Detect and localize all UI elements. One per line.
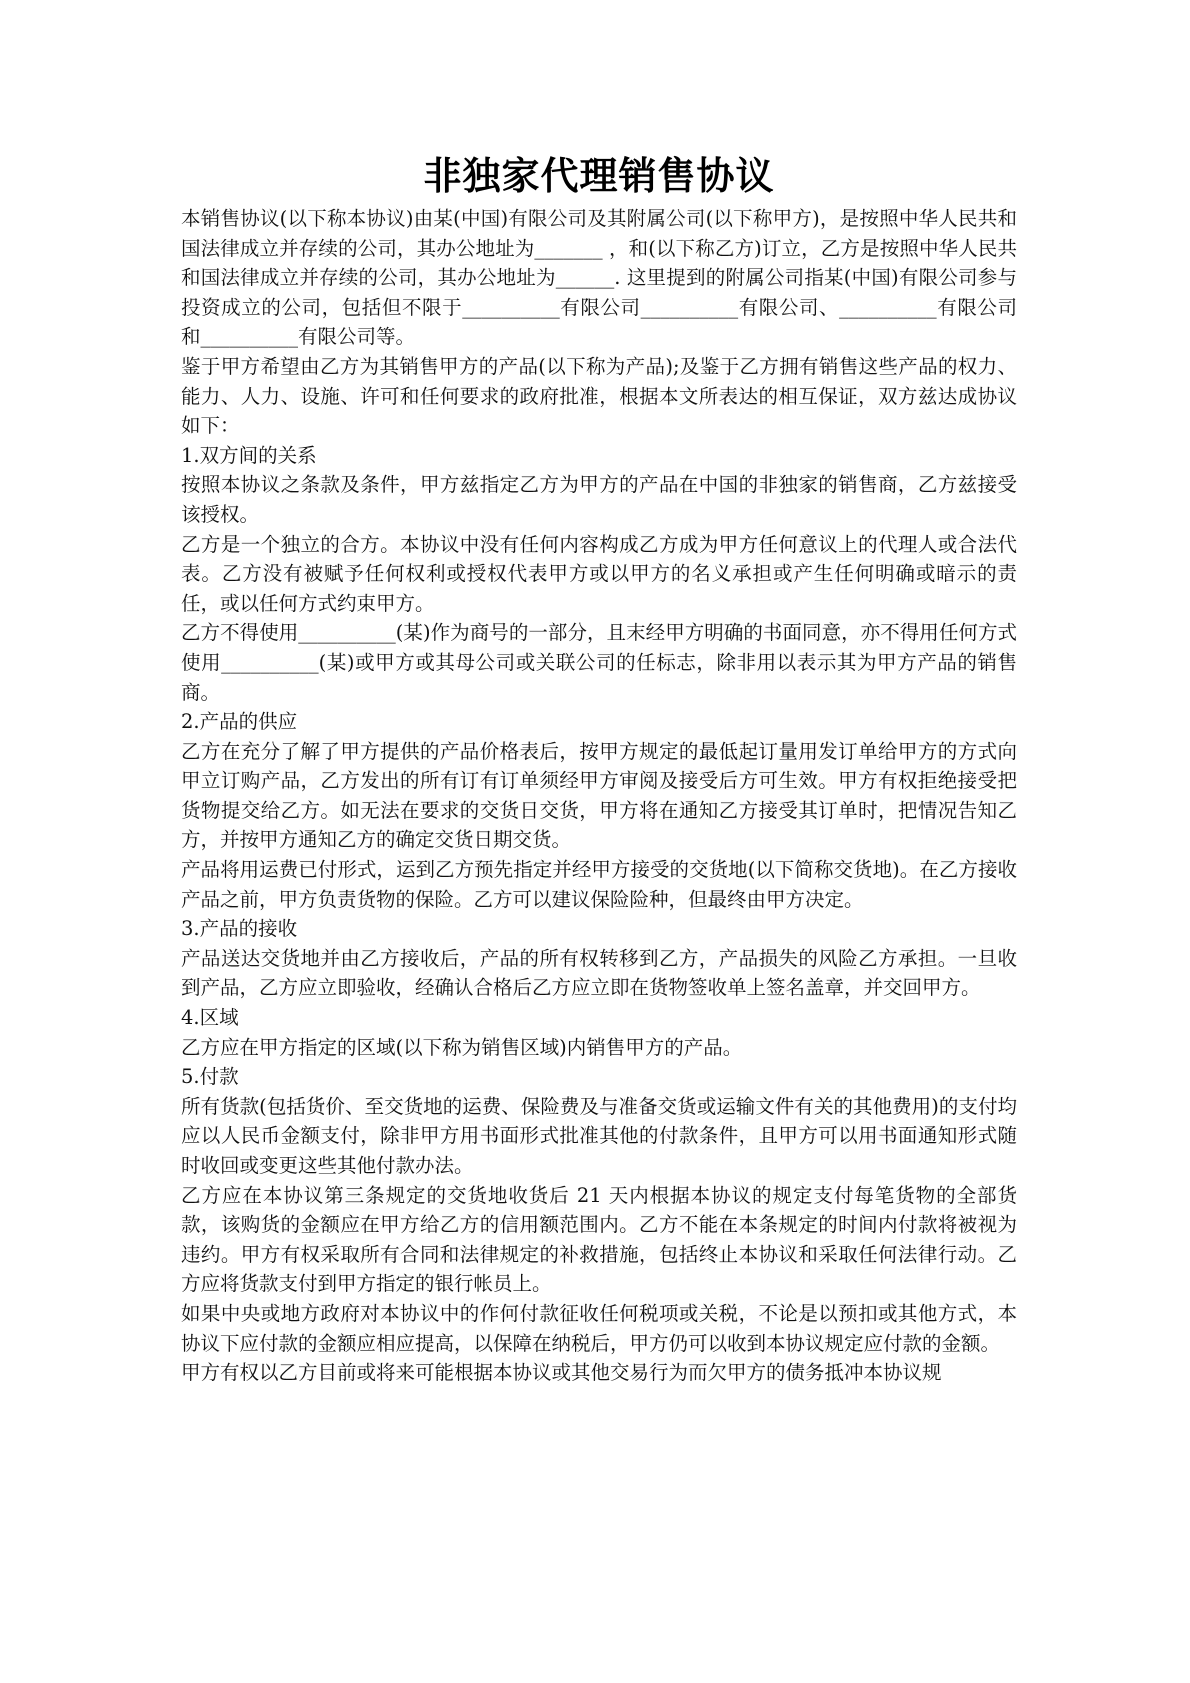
paragraph-preamble: 本销售协议(以下称本协议)由某(中国)有限公司及其附属公司(以下称甲方)，是按照中华人民共和国法律成立并存续的公司，其办公地址为_______ ，和(以下称乙方)订立，乙方是按照中华人民共和国法律成立并存续的公司，其办公地址为______. 这里提到的附属公司指某(中国)有限公司参与投资成立的公司，包括但不限于__________有限公司__________有限公司、__________有限公司和__________有限公司等。 bbox=[181, 207, 1017, 349]
paragraph: 产品将用运费已付形式，运到乙方预先指定并经甲方接受的交货地(以下简称交货地)。在乙方接收产品之前，甲方负责货物的保险。乙方可以建议保险险种，但最终由甲方决定。 bbox=[181, 858, 1017, 911]
section-heading-3: 3.产品的接收 bbox=[181, 917, 298, 941]
paragraph: 乙方在充分了解了甲方提供的产品价格表后，按甲方规定的最低起订量用发订单给甲方的方式向甲立订购产品，乙方发出的所有订有订单须经甲方审阅及接受后方可生效。甲方有权拒绝接受把货物提交给乙方。如无法在要求的交货日交货，甲方将在通知乙方接受其订单时，把情况告知乙方，并按甲方通知乙方的确定交货日期交货。 bbox=[181, 739, 1017, 852]
paragraph: 按照本协议之条款及条件，甲方兹指定乙方为甲方的产品在中国的非独家的销售商，乙方兹接受该授权。 bbox=[181, 473, 1017, 526]
document-page bbox=[181, 148, 1017, 1388]
paragraph-recitals: 鉴于甲方希望由乙方为其销售甲方的产品(以下称为产品);及鉴于乙方拥有销售这些产品的权力、能力、人力、设施、许可和任何要求的政府批准，根据本文所表达的相互保证，双方兹达成协议如下： bbox=[181, 354, 1017, 438]
paragraph: 乙方应在本协议第三条规定的交货地收货后 21 天内根据本协议的规定支付每笔货物的全部货款，该购货的金额应在甲方给乙方的信用额范围内。乙方不能在本条规定的时间内付款将被视为违约。甲方有权采取所有合同和法律规定的补救措施，包括终止本协议和采取任何法律行动。乙方应将货款支付到甲方指定的银行帐员上。 bbox=[181, 1183, 1017, 1296]
paragraph: 甲方有权以乙方目前或将来可能根据本协议或其他交易行为而欠甲方的债务抵冲本协议规 bbox=[181, 1361, 942, 1385]
paragraph: 乙方是一个独立的合方。本协议中没有任何内容构成乙方成为甲方任何意议上的代理人或合法代表。乙方没有被赋予任何权利或授权代表甲方或以甲方的名义承担或产生任何明确或暗示的责任，或以任何方式约束甲方。 bbox=[181, 532, 1017, 615]
paragraph: 乙方应在甲方指定的区域(以下称为销售区域)内销售甲方的产品。 bbox=[181, 1035, 743, 1059]
section-heading-5: 5.付款 bbox=[181, 1065, 239, 1089]
paragraph: 乙方不得使用__________(某)作为商号的一部分，且末经甲方明确的书面同意，亦不得用任何方式使用__________(某)或甲方或其母公司或关联公司的任标志，除非用以表示其为甲方产品的销售商。 bbox=[181, 621, 1017, 704]
paragraph: 产品送达交货地并由乙方接收后，产品的所有权转移到乙方，产品损失的风险乙方承担。一旦收到产品，乙方应立即验收，经确认合格后乙方应立即在货物签收单上签名盖章，并交回甲方。 bbox=[181, 946, 1017, 1000]
section-heading-2: 2.产品的供应 bbox=[181, 710, 298, 734]
paragraph: 所有货款(包括货价、至交货地的运费、保险费及与准备交货或运输文件有关的其他费用)的支付均应以人民币金额支付，除非甲方用书面形式批准其他的付款条件，且甲方可以用书面通知形式随时收回或变更这些其他付款办法。 bbox=[181, 1094, 1017, 1177]
section-heading-1: 1.双方间的关系 bbox=[181, 443, 317, 467]
document-title: 非独家代理销售协议 bbox=[423, 154, 775, 198]
section-heading-4: 4.区域 bbox=[181, 1006, 239, 1030]
document-body bbox=[181, 204, 1017, 1388]
paragraph: 如果中央或地方政府对本协议中的作何付款征收任何税项或关税，不论是以预扣或其他方式，本协议下应付款的金额应相应提高，以保障在纳税后，甲方仍可以收到本协议规定应付款的金额。 bbox=[181, 1301, 1017, 1355]
